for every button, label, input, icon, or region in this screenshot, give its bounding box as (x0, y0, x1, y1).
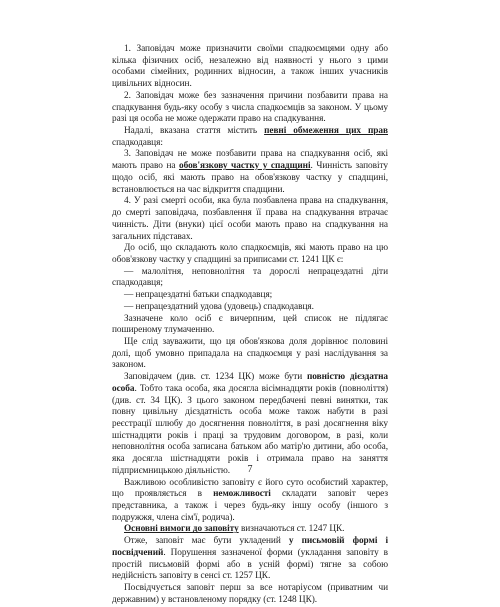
text-run: — непрацездатні батьки спадкодавця; (124, 290, 273, 301)
text-run: . Чинність заповіту щодо осіб, які мають право на обов'язкову частку у спадщині, встановлюється на час відкриття спадщини. (112, 161, 388, 195)
text-run: Важливою особливістю заповіту є його суто особистий характер, що проявляється в (112, 477, 388, 500)
text-run: спадкодавця: (112, 137, 163, 148)
paragraph (112, 372, 388, 477)
paragraph (112, 337, 388, 372)
text-run: 2. Заповідач може без зазначення причини позбавити права на спадкування будь-яку особу з числа спадкоємців за законом. У цьому разі ця особа не може одержати право на спадкування. (112, 90, 388, 125)
paragraph (112, 302, 388, 314)
paragraph (112, 583, 388, 606)
paragraph (112, 243, 388, 266)
bold-emphasis: повністю дієздатна особа (112, 372, 388, 394)
paragraph (112, 478, 388, 525)
paragraph (112, 44, 388, 91)
text-run: — непрацездатний удова (удовець) спадкодавця. (124, 301, 314, 312)
text-run: . Тобто така особа, яка досягла вісімнадцяти років (повноліття) (див. ст. 34 ЦК). З цього законом передбачені певні винятки, так повну цивільну дієздатність особа може також набути в разі реєстрації шлюбу до досягнення повноліття, в разі досягнення віку шістнадцяти років і праці за трудовим договором, в разі, коли неповнолітня особа записана батьком або матір'ю дитини, або особа, яка досягла шістнадцяти років і отримала право на заняття підприємницькою діяльністю. (112, 383, 388, 476)
text-run: Ще слід зауважити, що ця обов'язкова доля дорівнює половині долі, щоб умовно припадала на спадкоємця у разі наслідування за законом. (112, 336, 388, 371)
text-run: 1. Заповідач може призначити своїми спадкоємцями одну або кілька фізичних осіб, незалежно від наявності у нього з цими особами сімейних, родинних відносин, а також інших учасників цивільних відносин. (112, 44, 388, 90)
paragraph (112, 536, 388, 583)
text-run: Заповідачем (див. ст. 1234 ЦК) може бути (124, 372, 307, 383)
text-run: Посвідчується заповіт перш за все нотаріусом (приватним чи державним) у встановленому порядку (ст. 1248 ЦК). (112, 583, 388, 605)
paragraph (112, 524, 388, 536)
text-run: Отже, заповіт має бути укладений (124, 536, 289, 547)
paragraph (112, 267, 388, 290)
bold-underlined-emphasis: Основні вимоги до заповіту (124, 524, 239, 535)
text-run: До осіб, що складають коло спадкоємців, які мають право на цю обов'язкову частку у спадщині за приписами ст. 1241 ЦК є: (112, 243, 388, 265)
text-run: визначаються ст. 1247 ЦК. (238, 524, 345, 535)
paragraph (112, 196, 388, 243)
bold-underlined-emphasis: обов'язкову частку у спадщині (179, 161, 311, 172)
text-run: . Порушення зазначеної форми (укладання заповіту в простій письмовій формі або в усній формі) тягне за собою недійсність заповіту в сенсі ст. 1257 ЦК. (112, 547, 388, 582)
text-run: складати заповіт через представника, а також і через будь-яку іншу особу (іншого з подружжя, члена сім'ї, родича). (112, 489, 388, 523)
body-text (112, 44, 388, 607)
paragraph (112, 290, 388, 302)
paragraph (112, 126, 388, 149)
paragraph (112, 149, 388, 196)
text-run: 4. У разі смерті особи, яка була позбавлена права на спадкування, до смерті заповідача, позбавлення її права на спадкування втрачає чинність. Діти (внуки) цієї особи мають право на спадкування на загальних підставах. (112, 196, 388, 242)
bold-underlined-emphasis: певні обмеження цих прав (264, 126, 388, 137)
text-run: — малолітня, неповнолітня та дорослі непрацездатні діти спадкодавця; (112, 266, 388, 289)
text-run: 3. Заповідач не може позбавити права на спадкування осіб, які мають право на (112, 149, 388, 172)
bold-emphasis: неможливості (213, 489, 271, 500)
page-number: 7 (247, 464, 253, 475)
paragraph (112, 314, 388, 337)
text-run: Надалі, вказана стаття містить (124, 126, 265, 137)
text-run: Зазначене коло осіб є вичерпним, цей список не підлягає поширеному тлумаченню. (112, 313, 388, 336)
bold-emphasis: у письмовій формі і посвідчений (112, 536, 388, 558)
paragraph (112, 91, 388, 126)
